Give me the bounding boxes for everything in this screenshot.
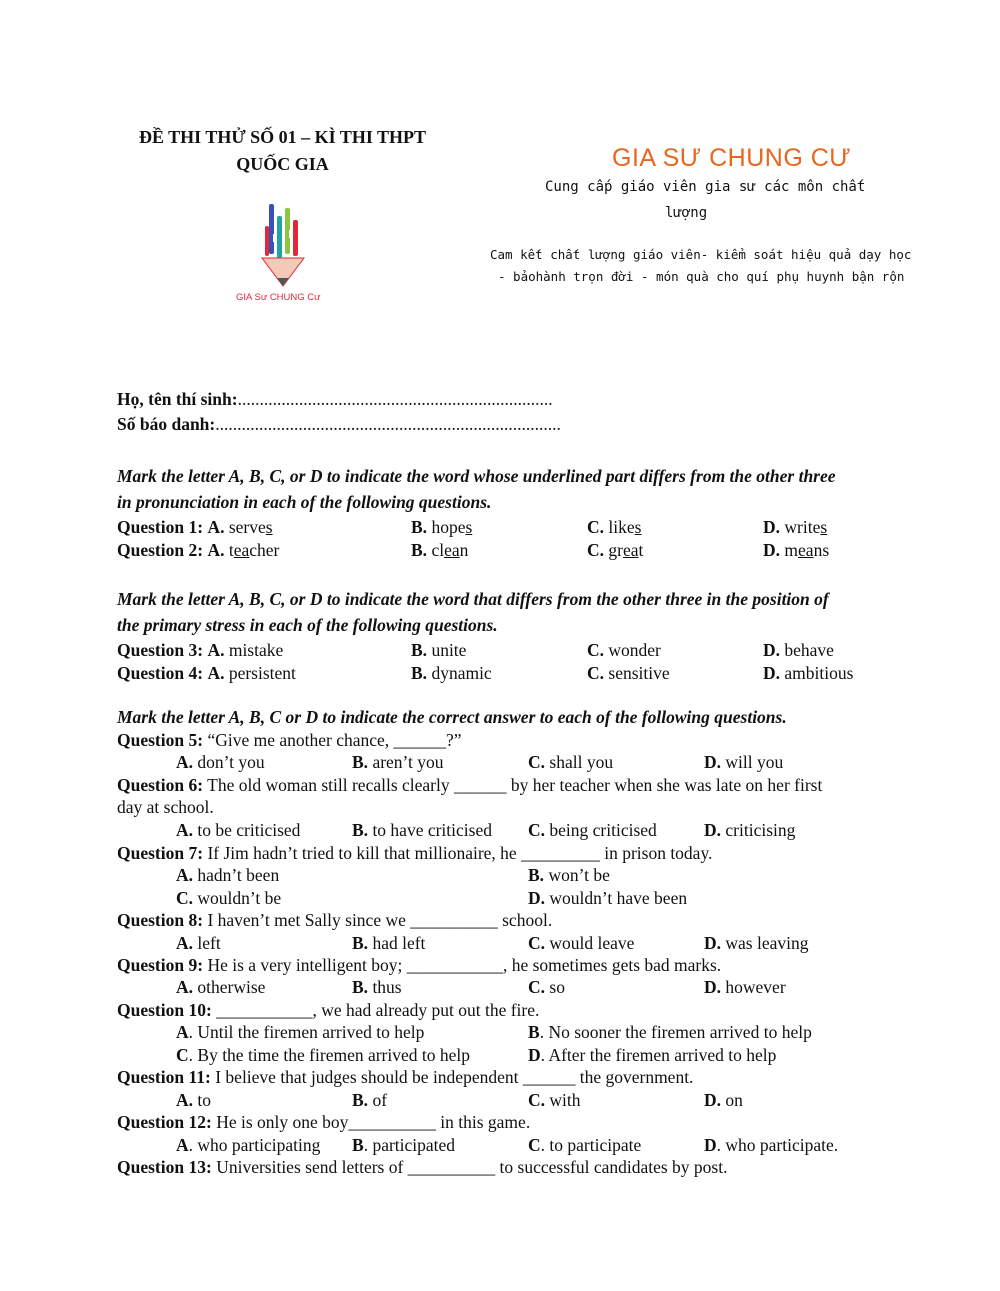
q6-stem: The old woman still recalls clearly ______ by her teacher when she was late on her first	[207, 775, 823, 795]
q1-letter-a: A.	[207, 517, 225, 537]
q6-option-d[interactable]: criticising	[725, 820, 796, 840]
q3-option-d[interactable]: behave	[784, 640, 834, 660]
q7-option-b[interactable]: won’t be	[548, 865, 610, 885]
q4-option-a[interactable]: persistent	[228, 663, 296, 683]
q9-stem: He is a very intelligent boy; ___________, he sometimes gets bad marks.	[207, 955, 722, 975]
q5-option-c[interactable]: shall you	[549, 752, 614, 772]
student-id-dots[interactable]: ...............................................................................	[215, 414, 561, 434]
section2-instruction-line1: Mark the letter A, B, C, or D to indicate the word that differs from the other three in the position of	[117, 589, 829, 609]
exam-title	[110, 124, 455, 178]
q4-option-c[interactable]: sensitive	[608, 663, 670, 683]
q7-option-d[interactable]: wouldn’t have been	[549, 888, 688, 908]
q11-option-c[interactable]: with	[549, 1090, 581, 1110]
q1-label: Question 1:	[117, 517, 204, 537]
q11-option-d[interactable]: on	[725, 1090, 743, 1110]
q11-stem: I believe that judges should be independent ______ the government.	[215, 1067, 694, 1087]
q9-option-a[interactable]: otherwise	[197, 977, 266, 997]
section2-instruction-line2: the primary stress in each of the following questions.	[117, 615, 498, 635]
logo	[232, 198, 342, 308]
q2-option-c[interactable]: great	[608, 540, 644, 560]
q11-option-b[interactable]: of	[372, 1090, 388, 1110]
student-name-label: Họ, tên thí sinh:	[117, 389, 238, 409]
student-id-row	[117, 414, 561, 435]
student-name-row	[117, 389, 553, 410]
q9-option-d[interactable]: however	[725, 977, 786, 997]
q9-option-b[interactable]: thus	[372, 977, 402, 997]
q8-option-c[interactable]: would leave	[549, 933, 635, 953]
q5-stem: “Give me another chance, ______?”	[207, 730, 462, 750]
q5-option-b[interactable]: aren’t you	[372, 752, 444, 772]
tagline-line2: lượng	[665, 205, 708, 221]
q7-option-a[interactable]: hadn’t been	[197, 865, 280, 885]
q1-option-c[interactable]: likes	[608, 517, 642, 537]
tagline-line1: Cung cấp giáo viên gia sư các môn chất	[545, 179, 866, 195]
q6-stem-cont: day at school.	[117, 797, 214, 817]
q7-option-c[interactable]: wouldn’t be	[197, 888, 282, 908]
q12-option-d[interactable]: who participate.	[725, 1135, 839, 1155]
q10-option-a[interactable]: Until the firemen arrived to help	[197, 1022, 425, 1042]
commitment-line2: - bảohành trọn đời - món quà cho quí phụ huynh bận rộn	[498, 269, 905, 284]
q10-option-d[interactable]: After the firemen arrived to help	[548, 1045, 777, 1065]
q6-option-a[interactable]: to be criticised	[197, 820, 301, 840]
exam-title-line1: ĐỀ THI THỬ SỐ 01 – KÌ THI THPT	[138, 127, 427, 147]
q4-option-b[interactable]: dynamic	[431, 663, 492, 683]
logo-caption: GIA Sư CHUNG Cư	[236, 292, 321, 303]
commitment-line1: Cam kết chất lượng giáo viên- kiểm soát hiệu quả dạy học	[490, 247, 912, 262]
q2-option-d[interactable]: means	[784, 540, 830, 560]
q1-option-d[interactable]: writes	[784, 517, 828, 537]
student-name-dots[interactable]: ........................................................................	[237, 389, 553, 409]
q3-option-b[interactable]: unite	[431, 640, 467, 660]
q10-option-b[interactable]: No sooner the firemen arrived to help	[548, 1022, 812, 1042]
q4-option-d[interactable]: ambitious	[784, 663, 854, 683]
q5-option-a[interactable]: don’t you	[197, 752, 265, 772]
q8-option-d[interactable]: was leaving	[725, 933, 809, 953]
q12-option-b[interactable]: participated	[372, 1135, 456, 1155]
q3-option-a[interactable]: mistake	[228, 640, 284, 660]
section1-instruction-line1: Mark the letter A, B, C, or D to indicate the word whose underlined part differs from the other three	[117, 466, 836, 486]
q3-option-c[interactable]: wonder	[608, 640, 661, 660]
q2-label: Question 2:	[117, 540, 204, 560]
q12-option-c[interactable]: to participate	[549, 1135, 642, 1155]
q10-stem: ___________, we had already put out the fire.	[216, 1000, 540, 1020]
q6-option-c[interactable]: being criticised	[549, 820, 657, 840]
q1-option-b[interactable]: hopes	[431, 517, 473, 537]
q9-option-c[interactable]: so	[549, 977, 565, 997]
q11-option-a[interactable]: to	[197, 1090, 212, 1110]
q8-option-b[interactable]: had left	[372, 933, 426, 953]
q2-option-b[interactable]: clean	[431, 540, 469, 560]
section1-instruction-line2: in pronunciation in each of the following questions.	[117, 492, 492, 512]
brand-name: GIA SƯ CHUNG CƯ	[612, 144, 852, 172]
q7-stem: If Jim hadn’t tried to kill that millionaire, he _________ in prison today.	[207, 843, 713, 863]
q12-option-a[interactable]: who participating	[197, 1135, 321, 1155]
q2-option-a[interactable]: teacher	[228, 540, 280, 560]
q1-option-a[interactable]: serves	[228, 517, 273, 537]
q5-option-d[interactable]: will you	[725, 752, 784, 772]
section3-instruction: Mark the letter A, B, C or D to indicate the correct answer to each of the following questions.	[117, 707, 787, 727]
q10-option-c[interactable]: By the time the firemen arrived to help	[197, 1045, 471, 1065]
exam-title-line2: QUỐC GIA	[236, 154, 329, 174]
q12-stem: He is only one boy__________ in this game.	[216, 1112, 531, 1132]
q13-stem: Universities send letters of __________ to successful candidates by post.	[216, 1157, 728, 1177]
q6-option-b[interactable]: to have criticised	[372, 820, 492, 840]
student-id-label: Số báo danh:	[117, 414, 216, 434]
q8-stem: I haven’t met Sally since we __________ school.	[207, 910, 553, 930]
q8-option-a[interactable]: left	[197, 933, 221, 953]
